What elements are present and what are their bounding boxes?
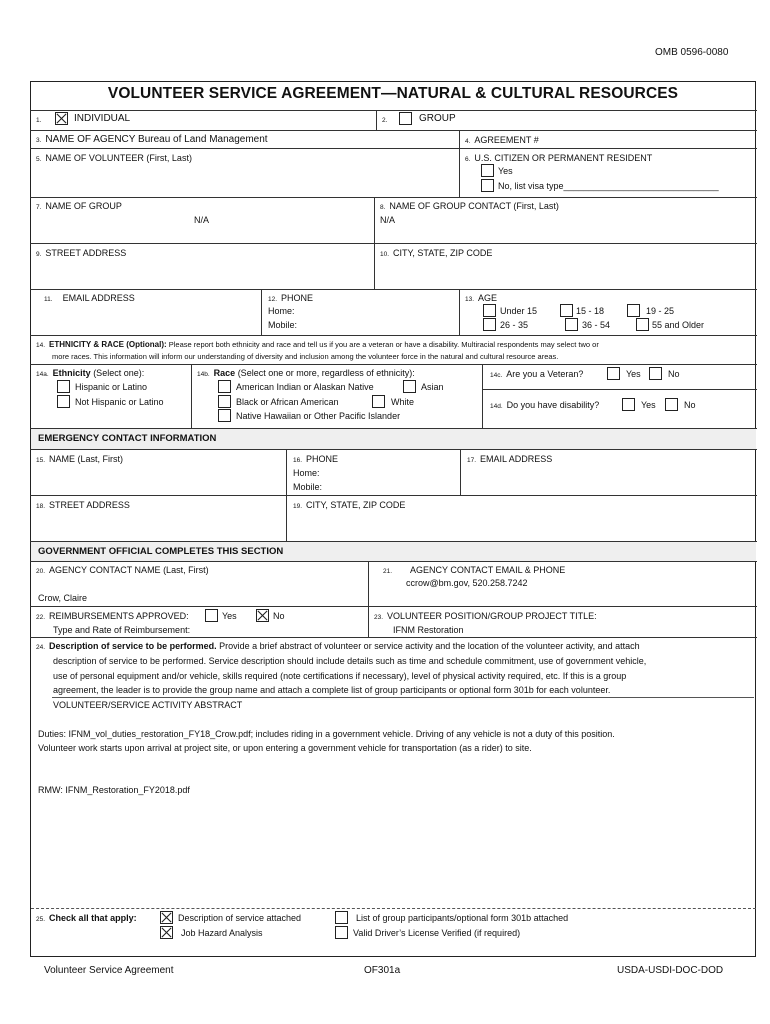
field-13-number: 13. [465, 296, 475, 303]
race-sublabel: (Select one or more, regardless of ethnicity): [237, 368, 415, 378]
omb-number: OMB 0596-0080 [655, 47, 729, 58]
veteran-no-label: No [668, 369, 680, 379]
field-14d-number: 14d. [490, 403, 503, 410]
veteran-yes-label: Yes [626, 369, 641, 379]
description-label: Description of service to be performed. [49, 641, 217, 651]
description-instructions-2: description of service to be performed. Service description should include details such as time and schedule commitment, use of government vehicle, [53, 656, 647, 666]
individual-checkbox[interactable] [55, 112, 68, 125]
agreement-number-label: AGREEMENT # [474, 135, 539, 145]
group-list-checkbox[interactable] [335, 911, 348, 924]
race-option-label: Asian [421, 382, 444, 392]
ethnicity-race-label: ETHNICITY & RACE (Optional): [49, 340, 167, 349]
field-21-number: 21. [383, 568, 393, 575]
phone-label: PHONE [281, 293, 314, 303]
street-address-label: STREET ADDRESS [45, 248, 127, 258]
field-18-number: 18. [36, 503, 46, 510]
field-6-number: 6. [465, 156, 471, 163]
disability-yes-checkbox[interactable] [622, 398, 635, 411]
field-16-number: 16. [293, 457, 303, 464]
age-label: AGE [478, 293, 498, 303]
race-native-hawaiian-checkbox[interactable] [218, 409, 231, 422]
field-17-number: 17. [467, 457, 477, 464]
footer-right: USDA-USDI-DOC-DOD [617, 965, 724, 976]
phone-home-label: Home: [268, 306, 295, 316]
ethnicity-option-label: Hispanic or Latino [75, 382, 148, 392]
age-19-25-checkbox[interactable] [627, 304, 640, 317]
rmw-line: RMW: IFNM_Restoration_FY2018.pdf [38, 785, 190, 795]
reimbursement-no-label: No [273, 611, 285, 621]
emergency-email-label: EMAIL ADDRESS [480, 454, 553, 464]
age-option-label: 26 - 35 [500, 320, 529, 330]
race-option-label: Black or African American [236, 397, 339, 407]
checkmark-x-icon [161, 927, 172, 938]
agency-contact-name-label: AGENCY CONTACT NAME (Last, First) [49, 565, 209, 575]
ethnicity-sublabel: (Select one): [93, 368, 145, 378]
age-option-label: 19 - 25 [646, 306, 675, 316]
individual-label: INDIVIDUAL [74, 113, 131, 124]
age-under-15-checkbox[interactable] [483, 304, 496, 317]
citizen-no-label: No, list visa type_______________________________ [498, 181, 719, 191]
field-14b-number: 14b. [197, 371, 210, 378]
age-option-label: 36 - 54 [582, 320, 611, 330]
group-contact-label: NAME OF GROUP CONTACT (First, Last) [389, 201, 559, 211]
age-26-35-checkbox[interactable] [483, 318, 496, 331]
veteran-yes-checkbox[interactable] [607, 367, 620, 380]
field-14c-number: 14c. [490, 372, 503, 379]
race-black-checkbox[interactable] [218, 395, 231, 408]
reimbursement-yes-checkbox[interactable] [205, 609, 218, 622]
field-2-number: 2. [382, 117, 388, 124]
field-19-number: 19. [293, 503, 303, 510]
field-23-number: 23. [374, 614, 384, 621]
emergency-contact-header: EMERGENCY CONTACT INFORMATION [38, 433, 217, 444]
age-36-54-checkbox[interactable] [565, 318, 578, 331]
emergency-phone-home-label: Home: [293, 468, 320, 478]
description-attached-checkbox[interactable] [160, 911, 173, 924]
footer-center: OF301a [364, 965, 401, 976]
field-8-number: 8. [380, 204, 386, 211]
field-1-number: 1. [36, 117, 42, 124]
age-option-label: 55 and Older [652, 320, 705, 330]
description-instructions-1: Provide a brief abstract of volunteer or service activity and the location of the volunteer activity, and attach [219, 641, 640, 651]
check-item-label: Description of service attached [178, 913, 302, 923]
disability-label: Do you have disability? [506, 400, 600, 410]
field-14-number: 14. [36, 342, 46, 349]
race-american-indian-checkbox[interactable] [218, 380, 231, 393]
age-option-label: Under 15 [500, 306, 538, 316]
reimbursements-label: REIMBURSEMENTS APPROVED: [49, 611, 189, 621]
race-option-label: Native Hawaiian or Other Pacific Islander [236, 411, 401, 421]
race-asian-checkbox[interactable] [403, 380, 416, 393]
email-label: EMAIL ADDRESS [62, 293, 135, 303]
field-12-number: 12. [268, 296, 278, 303]
reimbursement-type-label: Type and Rate of Reimbursement: [53, 625, 191, 635]
group-checkbox[interactable] [399, 112, 412, 125]
job-hazard-checkbox[interactable] [160, 926, 173, 939]
veteran-label: Are you a Veteran? [506, 369, 584, 379]
field-4-number: 4. [465, 138, 471, 145]
abstract-label: VOLUNTEER/SERVICE ACTIVITY ABSTRACT [53, 700, 243, 710]
check-item-label: Valid Driver’s License Verified (if required) [353, 928, 521, 938]
duties-line-2: Volunteer work starts upon arrival at project site, or upon entering a government vehicle for transportation (as a rider) to site. [38, 743, 532, 753]
description-instructions-3: use of personal equipment and/or vehicle, skills required (note certifications if necessary), level of physical activity required, etc. If this is a group [53, 671, 627, 681]
position-title-label: VOLUNTEER POSITION/GROUP PROJECT TITLE: [387, 611, 597, 621]
ethnicity-label: Ethnicity [52, 368, 91, 378]
citizen-yes-label: Yes [498, 166, 513, 176]
emergency-name-label: NAME (Last, First) [49, 454, 124, 464]
footer-left: Volunteer Service Agreement [44, 965, 174, 976]
hispanic-checkbox[interactable] [57, 380, 70, 393]
field-9-number: 9. [36, 251, 42, 258]
group-contact-value: N/A [380, 215, 396, 225]
description-instructions-4: agreement, the leader is to provide the group name and attach a complete list of group participants or optional form 301b for each volunteer. [53, 685, 611, 695]
field-5-number: 5. [36, 156, 42, 163]
duties-line-1: Duties: IFNM_vol_duties_restoration_FY18_Crow.pdf; includes riding in a government vehicle. Driving of any vehicle is not a duty of this position. [38, 729, 615, 739]
emergency-city-label: CITY, STATE, ZIP CODE [306, 500, 406, 510]
volunteer-name-label: NAME OF VOLUNTEER (First, Last) [45, 153, 192, 163]
citizen-no-checkbox[interactable] [481, 179, 494, 192]
veteran-no-checkbox[interactable] [649, 367, 662, 380]
field-11-number: 11. [44, 296, 53, 303]
ethnicity-race-instructions-1: Please report both ethnicity and race and tell us if you are a veteran or have a disability. Multiracial respondents may select two or [168, 340, 599, 349]
race-option-label: American Indian or Alaskan Native [236, 382, 374, 392]
emergency-phone-label: PHONE [306, 454, 339, 464]
checkmark-x-icon [161, 912, 172, 923]
disability-no-checkbox[interactable] [665, 398, 678, 411]
city-state-zip-label: CITY, STATE, ZIP CODE [393, 248, 493, 258]
emergency-street-label: STREET ADDRESS [49, 500, 130, 510]
field-24-number: 24. [36, 644, 46, 651]
disability-no-label: No [684, 400, 696, 410]
check-all-label: Check all that apply: [49, 913, 137, 923]
ethnicity-race-instructions-2: more races. This information will inform our understanding of diversity and inclusion among the volunteer force in the natural and cultural resource areas. [52, 352, 559, 361]
field-10-number: 10. [380, 251, 390, 258]
field-14a-number: 14a. [36, 371, 49, 378]
not-hispanic-checkbox[interactable] [57, 395, 70, 408]
reimbursement-no-checkbox[interactable] [256, 609, 269, 622]
check-item-label: List of group participants/optional form 301b attached [356, 913, 569, 923]
field-7-number: 7. [36, 204, 42, 211]
agency-contact-name-value: Crow, Claire [38, 593, 88, 603]
age-15-18-checkbox[interactable] [560, 304, 573, 317]
field-20-number: 20. [36, 568, 46, 575]
field-3-number: 3. [36, 137, 42, 144]
race-option-label: White [391, 397, 415, 407]
race-label: Race [213, 368, 236, 378]
checkmark-x-icon [56, 113, 67, 124]
age-55-older-checkbox[interactable] [636, 318, 649, 331]
race-white-checkbox[interactable] [372, 395, 385, 408]
phone-mobile-label: Mobile: [268, 320, 298, 330]
field-25-number: 25. [36, 916, 46, 923]
disability-yes-label: Yes [641, 400, 656, 410]
group-label: GROUP [419, 113, 456, 124]
checkmark-x-icon [257, 610, 268, 621]
citizen-yes-checkbox[interactable] [481, 164, 494, 177]
group-name-label: NAME OF GROUP [45, 201, 122, 211]
citizen-label: U.S. CITIZEN OR PERMANENT RESIDENT [474, 153, 653, 163]
group-name-value: N/A [194, 215, 210, 225]
drivers-license-checkbox[interactable] [335, 926, 348, 939]
agency-contact-email-value: ccrow@bm.gov, 520.258.7242 [406, 578, 528, 588]
agency-contact-email-label: AGENCY CONTACT EMAIL & PHONE [410, 565, 566, 575]
position-title-value: IFNM Restoration [393, 625, 464, 635]
field-15-number: 15. [36, 457, 46, 464]
emergency-phone-mobile-label: Mobile: [293, 482, 323, 492]
reimbursement-yes-label: Yes [222, 611, 237, 621]
ethnicity-option-label: Not Hispanic or Latino [75, 397, 164, 407]
form-title: VOLUNTEER SERVICE AGREEMENT—NATURAL & CULTURAL RESOURCES [107, 85, 679, 102]
check-item-label: Job Hazard Analysis [181, 928, 263, 938]
field-22-number: 22. [36, 614, 46, 621]
age-option-label: 15 - 18 [576, 306, 605, 316]
agency-name-label: NAME OF AGENCY Bureau of Land Management [45, 134, 268, 145]
government-section-header: GOVERNMENT OFFICIAL COMPLETES THIS SECTION [38, 546, 284, 557]
